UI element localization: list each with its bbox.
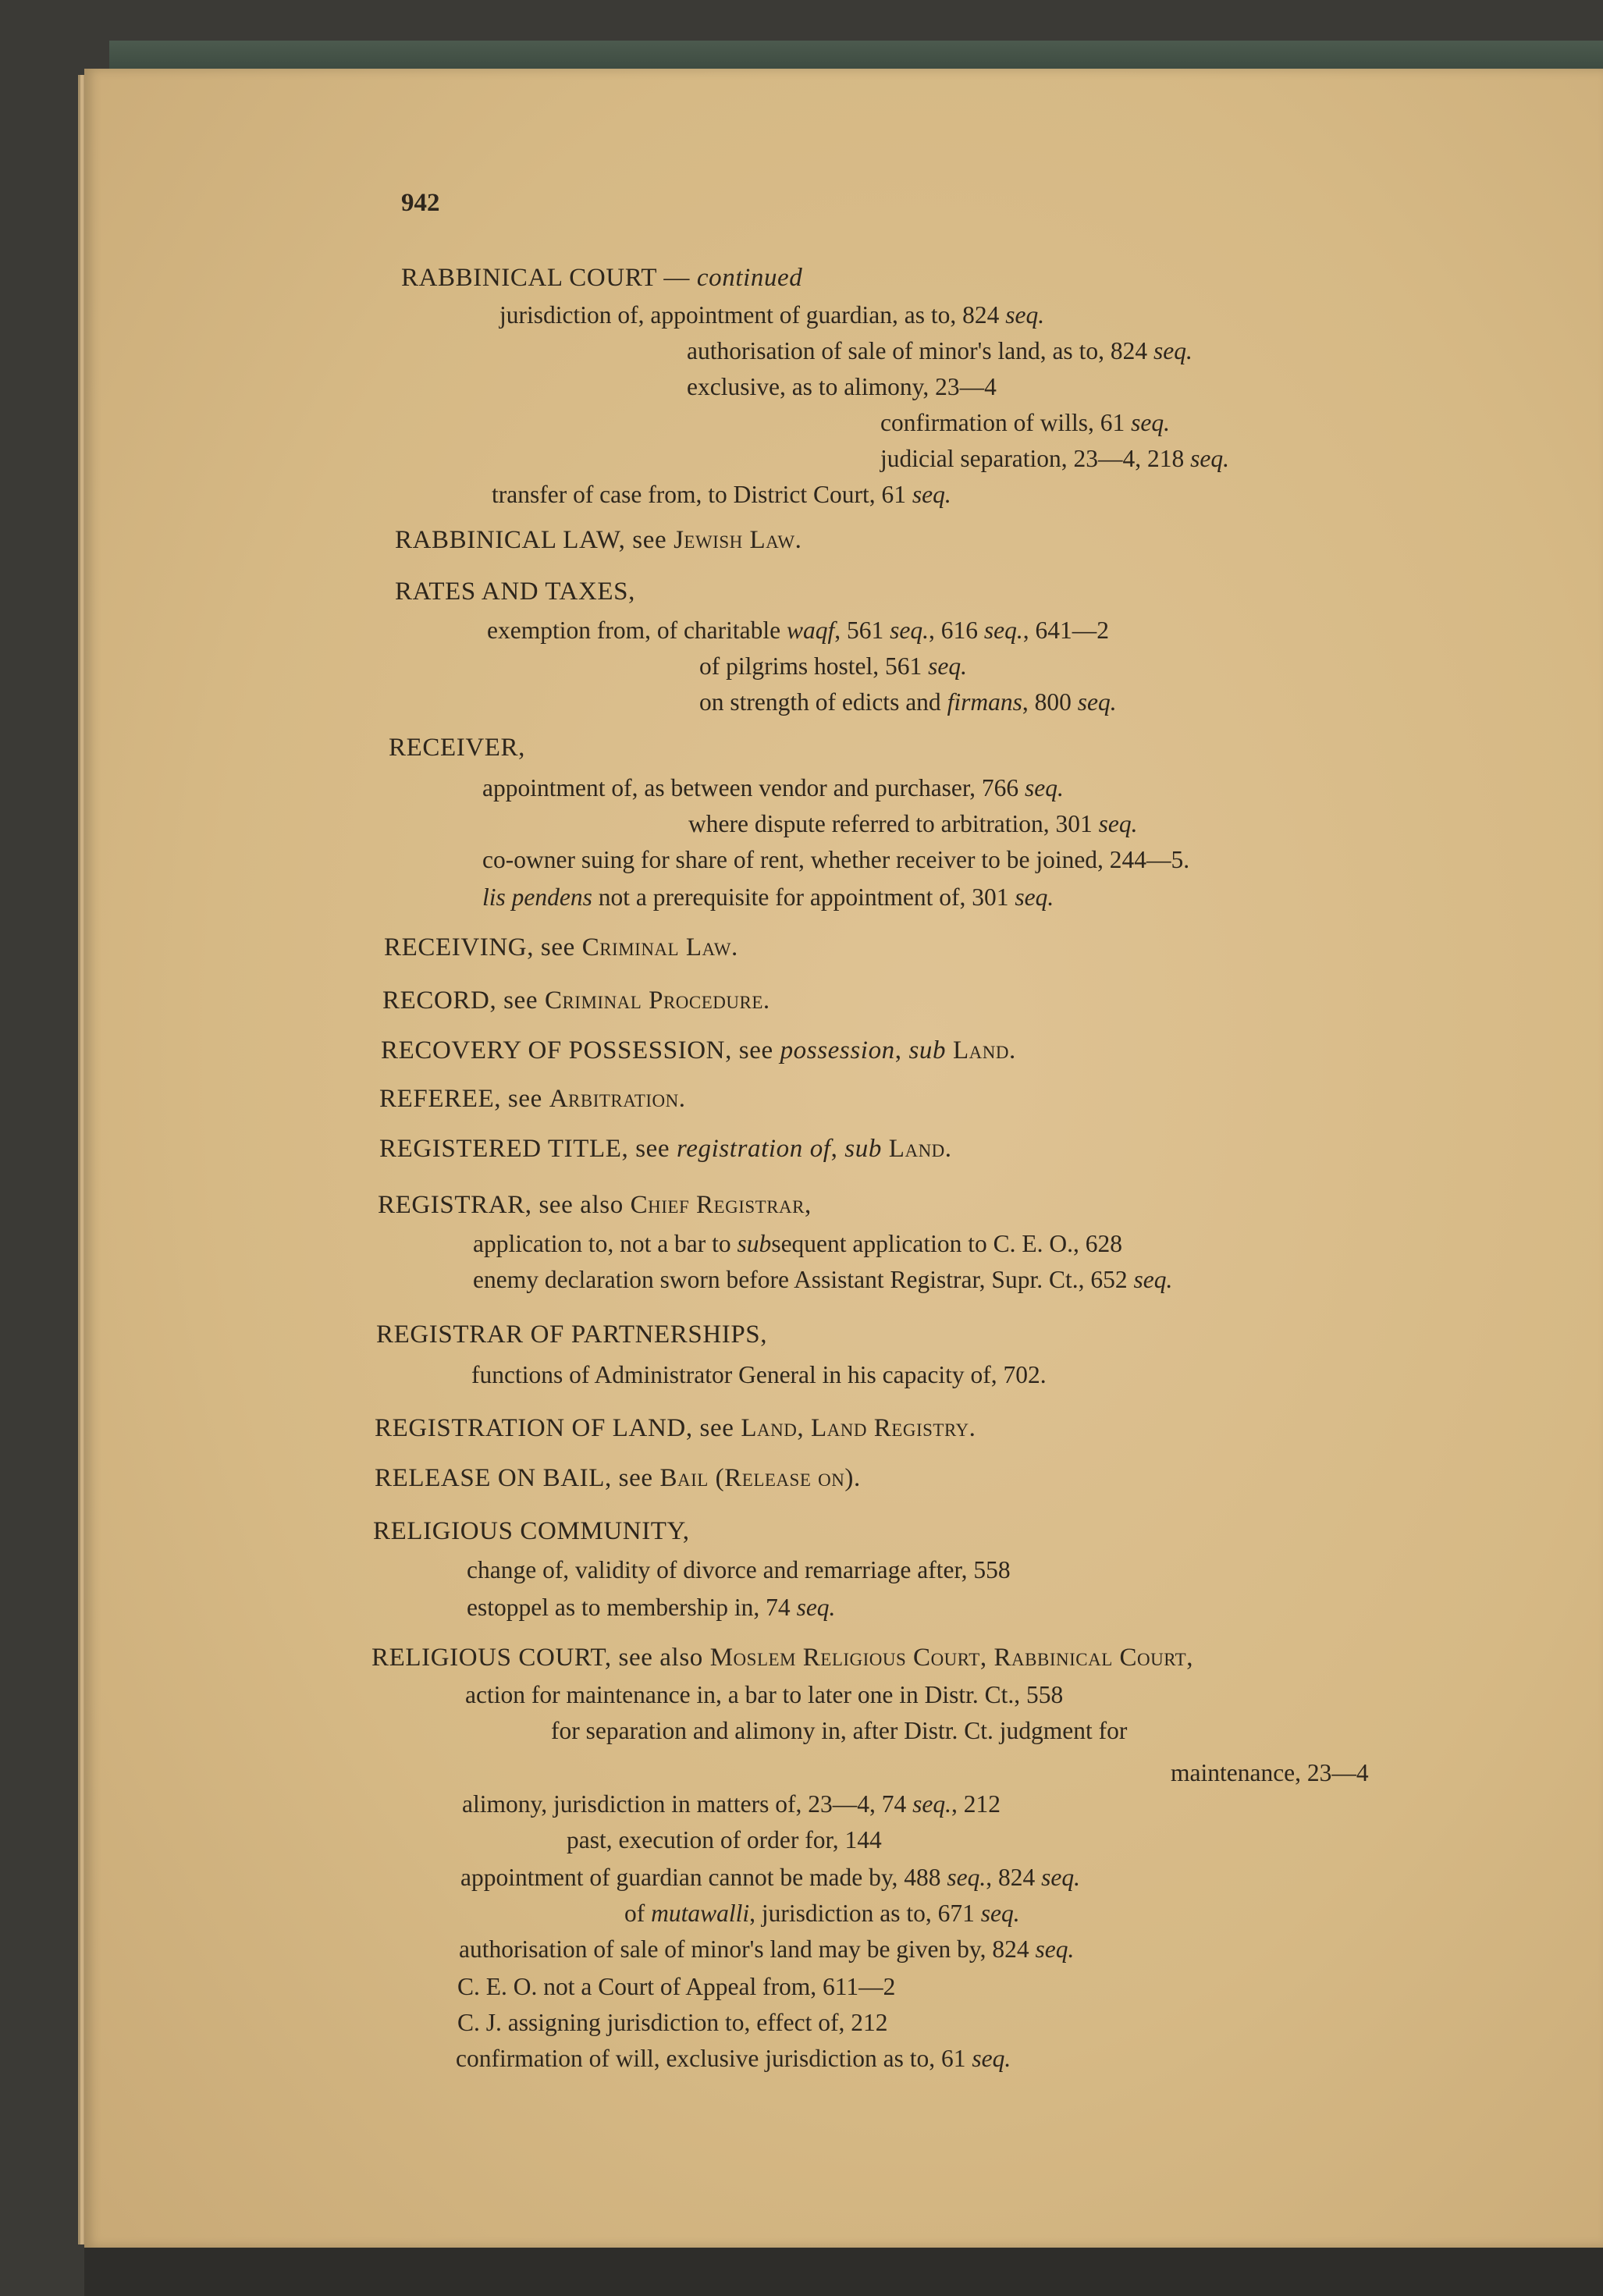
index-heading: RABBINICAL LAW, see Jewish Law. <box>395 526 802 554</box>
index-heading: RABBINICAL COURT — continued <box>401 264 803 292</box>
index-entry: on strength of edicts and firmans, 800 seq. <box>699 688 1117 716</box>
page-number: 942 <box>401 189 440 217</box>
index-heading: RECOVERY OF POSSESSION, see possession, sub Land. <box>381 1036 1016 1064</box>
index-heading: REGISTRAR OF PARTNERSHIPS, <box>376 1320 768 1349</box>
index-entry: confirmation of wills, 61 seq. <box>880 409 1170 436</box>
index-entry: exemption from, of charitable waqf, 561 seq., 616 seq., 641—2 <box>487 617 1109 644</box>
index-entry: where dispute referred to arbitration, 301 seq. <box>688 810 1138 837</box>
index-entry: past, execution of order for, 144 <box>567 1826 882 1854</box>
index-entry: appointment of guardian cannot be made by, 488 seq., 824 seq. <box>460 1864 1081 1891</box>
index-entry: jurisdiction of, appointment of guardian, as to, 824 seq. <box>499 301 1045 329</box>
index-heading: RATES AND TAXES, <box>395 578 635 606</box>
index-entry: of pilgrims hostel, 561 seq. <box>699 652 967 680</box>
index-heading: REFEREE, see Arbitration. <box>379 1085 686 1113</box>
index-entry: authorisation of sale of minor's land may be given by, 824 seq. <box>459 1935 1075 1963</box>
index-entry: co-owner suing for share of rent, whether receiver to be joined, 244—5. <box>482 846 1190 873</box>
index-entry: transfer of case from, to District Court, 61 seq. <box>492 481 951 508</box>
index-entry: judicial separation, 23—4, 218 seq. <box>880 445 1230 472</box>
index-heading: RECEIVING, see Criminal Law. <box>384 933 738 961</box>
index-entry: enemy declaration sworn before Assistant Registrar, Supr. Ct., 652 seq. <box>473 1266 1173 1293</box>
index-heading: REGISTRATION OF LAND, see Land, Land Registry. <box>375 1414 976 1442</box>
index-heading: REGISTRAR, see also Chief Registrar, <box>378 1191 812 1219</box>
index-heading: RELIGIOUS COURT, see also Moslem Religious Court, Rabbinical Court, <box>371 1644 1194 1672</box>
index-heading: RELEASE ON BAIL, see Bail (Release on). <box>375 1464 861 1492</box>
index-heading: REGISTERED TITLE, see registration of, sub Land. <box>379 1135 952 1163</box>
index-entry: confirmation of will, exclusive jurisdiction as to, 61 seq. <box>456 2045 1011 2072</box>
index-entry: C. E. O. not a Court of Appeal from, 611—2 <box>457 1973 896 2000</box>
index-entry: exclusive, as to alimony, 23—4 <box>687 373 997 400</box>
index-entry: change of, validity of divorce and remarriage after, 558 <box>467 1556 1011 1583</box>
index-heading: RECORD, see Criminal Procedure. <box>382 986 770 1015</box>
index-entry: lis pendens not a prerequisite for appointment of, 301 seq. <box>482 883 1054 911</box>
index-entry: C. J. assigning jurisdiction to, effect of, 212 <box>457 2009 888 2036</box>
index-entry: appointment of, as between vendor and purchaser, 766 seq. <box>482 774 1064 801</box>
index-entry: authorisation of sale of minor's land, as to, 824 seq. <box>687 337 1192 364</box>
index-entry: functions of Administrator General in his capacity of, 702. <box>471 1361 1047 1388</box>
index-entry: for separation and alimony in, after Distr. Ct. judgment for <box>551 1717 1128 1744</box>
index-entry: alimony, jurisdiction in matters of, 23—4, 74 seq., 212 <box>462 1790 1001 1818</box>
index-heading: RELIGIOUS COMMUNITY, <box>373 1517 690 1545</box>
index-entry: estoppel as to membership in, 74 seq. <box>467 1594 836 1621</box>
index-entry: action for maintenance in, a bar to later one in Distr. Ct., 558 <box>465 1681 1064 1708</box>
index-entry: maintenance, 23—4 <box>1171 1759 1369 1786</box>
index-entry: of mutawalli, jurisdiction as to, 671 seq. <box>624 1900 1020 1927</box>
index-heading: RECEIVER, <box>389 734 525 762</box>
index-entry: application to, not a bar to subsequent application to C. E. O., 628 <box>473 1230 1122 1257</box>
